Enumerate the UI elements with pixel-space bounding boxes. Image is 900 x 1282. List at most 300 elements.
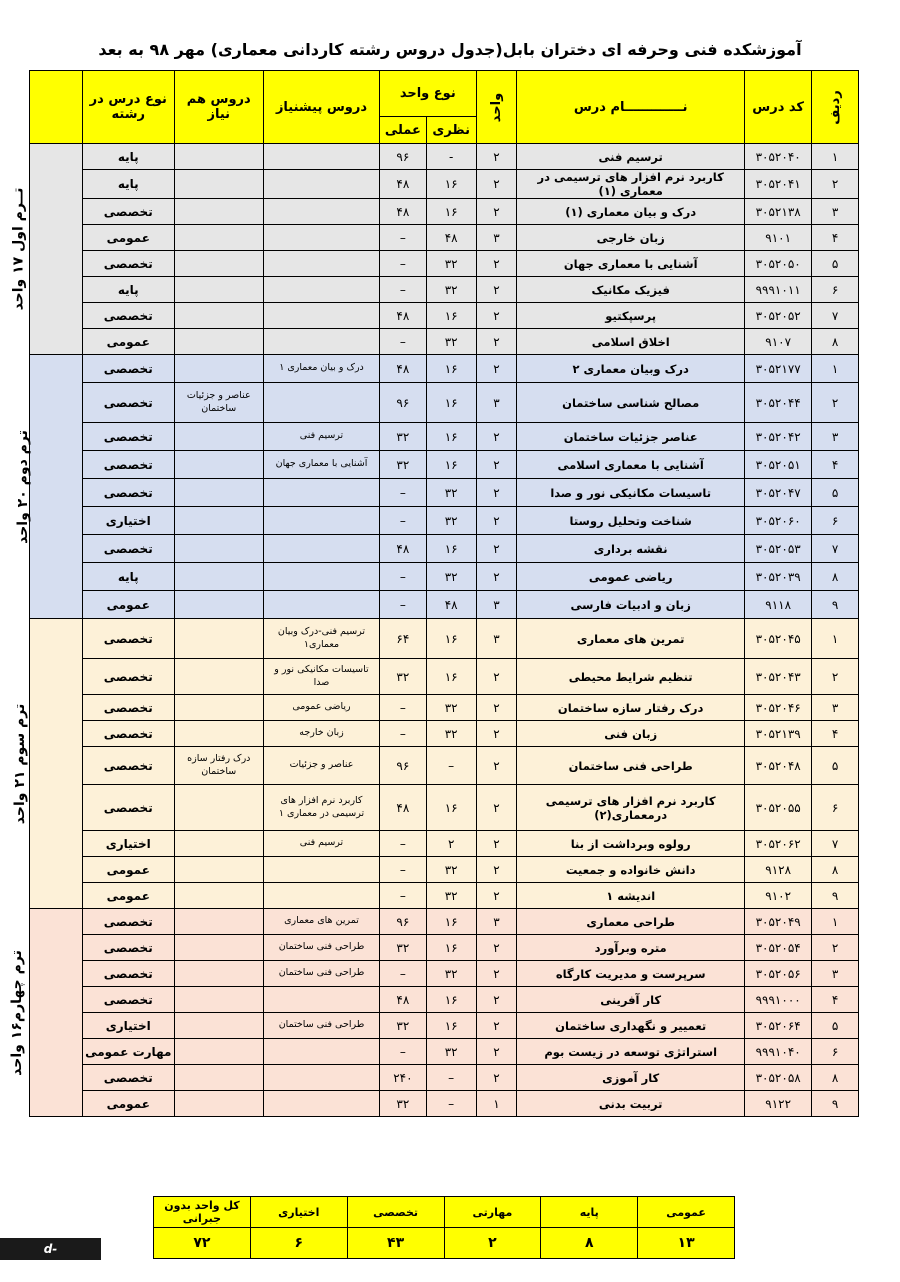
corequisite [174,961,264,987]
course-type: تخصصی [82,423,174,451]
course-code: ۳۰۵۲۱۳۸ [745,199,812,225]
course-name: متره وبرآورد [517,935,745,961]
course-units: ۳ [476,909,517,935]
theory-hours: ۱۶ [426,303,476,329]
course-type: پایه [82,563,174,591]
row-number: ۷ [812,535,859,563]
course-name: پرسپکتیو [517,303,745,329]
course-type: مهارت عمومی [82,1039,174,1065]
practical-hours: ۴۸ [379,785,426,831]
course-code: ۳۰۵۲۰۴۸ [745,747,812,785]
practical-hours: ۹۶ [379,383,426,423]
table-row [30,225,859,251]
theory-hours: ۱۶ [426,935,476,961]
course-code: ۳۰۵۲۱۷۷ [745,355,812,383]
practical-hours: ۶۴ [379,619,426,659]
course-code: ۳۰۵۲۰۴۰ [745,144,812,170]
table-row [30,303,859,329]
summary-value: ۷۲ [154,1228,251,1259]
theory-hours: ۳۲ [426,507,476,535]
course-code: ۹۱۰۲ [745,883,812,909]
practical-hours: – [379,695,426,721]
course-name: تاسیسات مکانیکی نور و صدا [517,479,745,507]
practical-hours: ۳۲ [379,935,426,961]
course-type: تخصصی [82,303,174,329]
course-name: شناخت وتحلیل روستا [517,507,745,535]
row-number: ۵ [812,251,859,277]
practical-hours: – [379,1039,426,1065]
course-name: آشنایی با معماری اسلامی [517,451,745,479]
theory-hours: ۱۶ [426,785,476,831]
course-units: ۲ [476,451,517,479]
corequisite [174,144,264,170]
course-units: ۲ [476,423,517,451]
course-type: اختیاری [82,831,174,857]
course-code: ۳۰۵۲۰۶۰ [745,507,812,535]
row-number: ۹ [812,883,859,909]
course-type: عمومی [82,1091,174,1117]
prerequisite [264,987,380,1013]
course-code: ۳۰۵۲۰۶۴ [745,1013,812,1039]
theory-hours: ۱۶ [426,355,476,383]
corequisite [174,277,264,303]
practical-hours: ۴۸ [379,303,426,329]
header-theory: نظری [426,117,476,144]
course-units: ۲ [476,563,517,591]
corequisite [174,591,264,619]
row-number: ۳ [812,423,859,451]
course-code: ۳۰۵۲۰۴۱ [745,170,812,199]
prerequisite: ترسیم فنی [264,423,380,451]
corequisite [174,1065,264,1091]
page-title: آموزشکده فنی وحرفه ای دختران بابل(جدول دروس رشته کاردانی معماری) مهر ۹۸ به بعد [98,40,802,59]
course-table [9,70,859,1117]
course-units: ۲ [476,199,517,225]
term-label: ترم دوم ۲۰ واحد [30,355,83,619]
practical-hours: ۳۲ [379,659,426,695]
prerequisite: ریاضی عمومی [264,695,380,721]
course-units: ۳ [476,225,517,251]
table-row [30,383,859,423]
row-number: ۲ [812,935,859,961]
theory-hours: ۱۶ [426,619,476,659]
summary-value: ۸ [541,1228,638,1259]
prerequisite: طراحی فنی ساختمان [264,1013,380,1039]
course-type: پایه [82,144,174,170]
theory-hours: ۱۶ [426,1013,476,1039]
course-code: ۳۰۵۲۰۶۲ [745,831,812,857]
site-watermark: d-babol.nus.ac.ir [0,1238,101,1260]
table-row [30,1065,859,1091]
course-name: دانش خانواده و جمعیت [517,857,745,883]
course-code: ۳۰۵۲۱۳۹ [745,721,812,747]
header-course-code: کد درس [745,71,812,144]
table-row [30,747,859,785]
corequisite [174,857,264,883]
corequisite [174,619,264,659]
course-type: تخصصی [82,721,174,747]
summary-value: ۶ [250,1228,347,1259]
summary-value: ۱۳ [638,1228,735,1259]
corequisite [174,199,264,225]
course-name: درک رفتار سازه ساختمان [517,695,745,721]
course-code: ۳۰۵۲۰۵۸ [745,1065,812,1091]
theory-hours: ۲ [426,831,476,857]
theory-hours: ۳۲ [426,695,476,721]
corequisite [174,695,264,721]
course-name: فیزیک مکانیک [517,277,745,303]
prerequisite [264,1091,380,1117]
prerequisite [264,1039,380,1065]
practical-hours: – [379,831,426,857]
course-name: کاربرد نرم افزار های ترسیمی درمعماری(۲) [517,785,745,831]
row-number: ۳ [812,961,859,987]
table-row [30,785,859,831]
summary-header: پایه [541,1197,638,1228]
theory-hours: ۱۶ [426,451,476,479]
course-type: تخصصی [82,935,174,961]
practical-hours: ۹۶ [379,747,426,785]
table-row [30,507,859,535]
course-type: تخصصی [82,747,174,785]
prerequisite: طراحی فنی ساختمان [264,961,380,987]
course-type: تخصصی [82,251,174,277]
prerequisite: آشنایی با معماری جهان [264,451,380,479]
course-type: تخصصی [82,695,174,721]
course-name: آشنایی با معماری جهان [517,251,745,277]
course-units: ۲ [476,329,517,355]
table-row [30,423,859,451]
header-practical: عملی [379,117,426,144]
course-type: عمومی [82,225,174,251]
theory-hours: ۳۲ [426,479,476,507]
course-name: اندیشه ۱ [517,883,745,909]
table-row [30,987,859,1013]
theory-hours: ۳۲ [426,961,476,987]
course-type: تخصصی [82,1065,174,1091]
prerequisite [264,329,380,355]
corequisite [174,785,264,831]
theory-hours: ۱۶ [426,987,476,1013]
practical-hours: – [379,479,426,507]
table-row [30,277,859,303]
practical-hours: – [379,507,426,535]
table-row [30,591,859,619]
practical-hours: ۳۲ [379,1013,426,1039]
term-label: ترم چهارم۱۶ واحد [30,909,83,1117]
course-code: ۹۱۲۸ [745,857,812,883]
corequisite [174,225,264,251]
practical-hours: – [379,961,426,987]
theory-hours: – [426,1091,476,1117]
prerequisite: تاسیسات مکانیکی نور و صدا [264,659,380,695]
prerequisite [264,535,380,563]
practical-hours: – [379,329,426,355]
course-type: پایه [82,170,174,199]
table-row [30,857,859,883]
prerequisite [264,507,380,535]
prerequisite [264,479,380,507]
corequisite [174,987,264,1013]
practical-hours: – [379,225,426,251]
course-name: کار آموزی [517,1065,745,1091]
table-row [30,1013,859,1039]
course-code: ۳۰۵۲۰۴۵ [745,619,812,659]
course-units: ۲ [476,170,517,199]
row-number: ۲ [812,383,859,423]
theory-hours: ۱۶ [426,423,476,451]
table-row [30,883,859,909]
course-units: ۲ [476,1065,517,1091]
practical-hours: ۴۸ [379,535,426,563]
theory-hours: ۳۲ [426,329,476,355]
row-number: ۸ [812,329,859,355]
theory-hours: ۴۸ [426,591,476,619]
practical-hours: – [379,857,426,883]
prerequisite: تمرین های معماری [264,909,380,935]
course-units: ۲ [476,721,517,747]
course-code: ۳۰۵۲۰۳۹ [745,563,812,591]
corequisite [174,1091,264,1117]
corequisite [174,721,264,747]
course-name: کاربرد نرم افزار های ترسیمی در معماری (۱) [517,170,745,199]
practical-hours: – [379,563,426,591]
course-type: اختیاری [82,507,174,535]
course-type: عمومی [82,591,174,619]
course-code: ۹۱۰۷ [745,329,812,355]
row-number: ۶ [812,507,859,535]
course-name: درک و بیان معماری (۱) [517,199,745,225]
course-type: تخصصی [82,355,174,383]
course-units: ۲ [476,785,517,831]
prerequisite [264,144,380,170]
table-row [30,721,859,747]
course-units: ۲ [476,303,517,329]
course-name: نقشه برداری [517,535,745,563]
course-name: طراحی معماری [517,909,745,935]
corequisite [174,1039,264,1065]
row-number: ۴ [812,987,859,1013]
prerequisite: عناصر و جزئیات [264,747,380,785]
corequisite [174,170,264,199]
theory-hours: ۳۲ [426,563,476,591]
header-term [30,71,83,144]
prerequisite: زبان خارجه [264,721,380,747]
header-row-number: ردیف [812,71,859,144]
table-row [30,144,859,170]
row-number: ۲ [812,659,859,695]
summary-table [153,1196,735,1259]
row-number: ۳ [812,199,859,225]
header-units: واحد [476,71,517,144]
corequisite [174,303,264,329]
course-name: تعمییر و نگهداری ساختمان [517,1013,745,1039]
corequisite [174,251,264,277]
course-name: زبان فنی [517,721,745,747]
row-number: ۵ [812,1013,859,1039]
practical-hours: – [379,591,426,619]
row-number: ۸ [812,1065,859,1091]
course-code: ۳۰۵۲۰۴۴ [745,383,812,423]
corequisite [174,355,264,383]
course-units: ۲ [476,883,517,909]
course-units: ۳ [476,591,517,619]
theory-hours: ۳۲ [426,883,476,909]
corequisite [174,883,264,909]
course-code: ۳۰۵۲۰۵۲ [745,303,812,329]
corequisite [174,329,264,355]
course-units: ۳ [476,383,517,423]
corequisite [174,831,264,857]
course-type: تخصصی [82,909,174,935]
practical-hours: ۴۸ [379,355,426,383]
table-row [30,961,859,987]
course-type: تخصصی [82,961,174,987]
row-number: ۸ [812,857,859,883]
row-number: ۶ [812,785,859,831]
prerequisite [264,170,380,199]
prerequisite [264,225,380,251]
course-code: ۹۹۹۱۰۰۰ [745,987,812,1013]
course-units: ۲ [476,1039,517,1065]
course-name: سرپرست و مدیریت کارگاه [517,961,745,987]
header-prerequisites: دروس پیشنیاز [264,71,380,144]
prerequisite: ترسیم فنی-درک وبیان معماری۱ [264,619,380,659]
row-number: ۴ [812,451,859,479]
course-units: ۱ [476,1091,517,1117]
corequisite: درک رفتار سازه ساختمان [174,747,264,785]
prerequisite [264,1065,380,1091]
practical-hours: ۹۶ [379,144,426,170]
course-type: تخصصی [82,785,174,831]
course-units: ۲ [476,144,517,170]
row-number: ۱ [812,619,859,659]
prerequisite: طراحی فنی ساختمان [264,935,380,961]
course-type: پایه [82,277,174,303]
table-row [30,659,859,695]
course-code: ۳۰۵۲۰۴۶ [745,695,812,721]
corequisite [174,451,264,479]
row-number: ۳ [812,695,859,721]
practical-hours: ۴۸ [379,170,426,199]
course-units: ۲ [476,831,517,857]
course-name: استراتژی توسعه در زیست بوم [517,1039,745,1065]
theory-hours: – [426,1065,476,1091]
prerequisite [264,563,380,591]
course-type: تخصصی [82,451,174,479]
course-units: ۲ [476,961,517,987]
course-name: تربیت بدنی [517,1091,745,1117]
corequisite [174,535,264,563]
course-code: ۳۰۵۲۰۵۰ [745,251,812,277]
table-row [30,909,859,935]
prerequisite [264,277,380,303]
course-name: مصالح شناسی ساختمان [517,383,745,423]
table-row [30,251,859,277]
row-number: ۵ [812,479,859,507]
course-units: ۲ [476,659,517,695]
course-type: تخصصی [82,383,174,423]
table-row [30,355,859,383]
course-units: ۲ [476,1013,517,1039]
course-units: ۲ [476,251,517,277]
prerequisite [264,303,380,329]
course-name: طراحی فنی ساختمان [517,747,745,785]
theory-hours: ۱۶ [426,383,476,423]
table-row [30,1039,859,1065]
course-code: ۹۱۱۸ [745,591,812,619]
course-type: تخصصی [82,619,174,659]
row-number: ۶ [812,1039,859,1065]
course-name: کار آفرینی [517,987,745,1013]
summary-header: عمومی [638,1197,735,1228]
summary-value: ۴۳ [347,1228,444,1259]
course-units: ۲ [476,355,517,383]
course-code: ۳۰۵۲۰۵۳ [745,535,812,563]
practical-hours: – [379,277,426,303]
course-name: تنظیم شرایط محیطی [517,659,745,695]
course-type: تخصصی [82,199,174,225]
corequisite [174,935,264,961]
course-units: ۲ [476,535,517,563]
course-type: تخصصی [82,535,174,563]
practical-hours: ۴۸ [379,199,426,225]
course-code: ۹۹۹۱۰۴۰ [745,1039,812,1065]
theory-hours: – [426,747,476,785]
corequisite [174,423,264,451]
practical-hours: – [379,721,426,747]
table-row [30,695,859,721]
header-course-type: نوع درس در رشته [82,71,174,144]
row-number: ۹ [812,591,859,619]
theory-hours: - [426,144,476,170]
table-row [30,831,859,857]
course-units: ۳ [476,619,517,659]
summary-header: کل واحد بدون جبرانی [154,1197,251,1228]
course-name: رولوه وبرداشت از بنا [517,831,745,857]
course-name: عناصر جزئیات ساختمان [517,423,745,451]
prerequisite: ترسیم فنی [264,831,380,857]
course-units: ۲ [476,507,517,535]
corequisite [174,909,264,935]
course-type: اختیاری [82,1013,174,1039]
summary-header: اختیاری [250,1197,347,1228]
theory-hours: ۳۲ [426,277,476,303]
course-type: تخصصی [82,987,174,1013]
course-name: ریاضی عمومی [517,563,745,591]
corequisite: عناصر و جزئیات ساختمان [174,383,264,423]
course-code: ۳۰۵۲۰۵۴ [745,935,812,961]
course-name: درک وبیان معماری ۲ [517,355,745,383]
row-number: ۷ [812,303,859,329]
row-number: ۴ [812,721,859,747]
practical-hours: ۴۸ [379,987,426,1013]
row-number: ۵ [812,747,859,785]
prerequisite: درک و بیان معماری ۱ [264,355,380,383]
course-units: ۲ [476,695,517,721]
row-number: ۹ [812,1091,859,1117]
summary-header: تخصصی [347,1197,444,1228]
course-code: ۳۰۵۲۰۴۳ [745,659,812,695]
table-row [30,619,859,659]
course-type: عمومی [82,857,174,883]
row-number: ۷ [812,831,859,857]
course-name: ترسیم فنی [517,144,745,170]
header-unit-type: نوع واحد [379,71,476,117]
prerequisite [264,857,380,883]
table-row [30,329,859,355]
row-number: ۲ [812,170,859,199]
